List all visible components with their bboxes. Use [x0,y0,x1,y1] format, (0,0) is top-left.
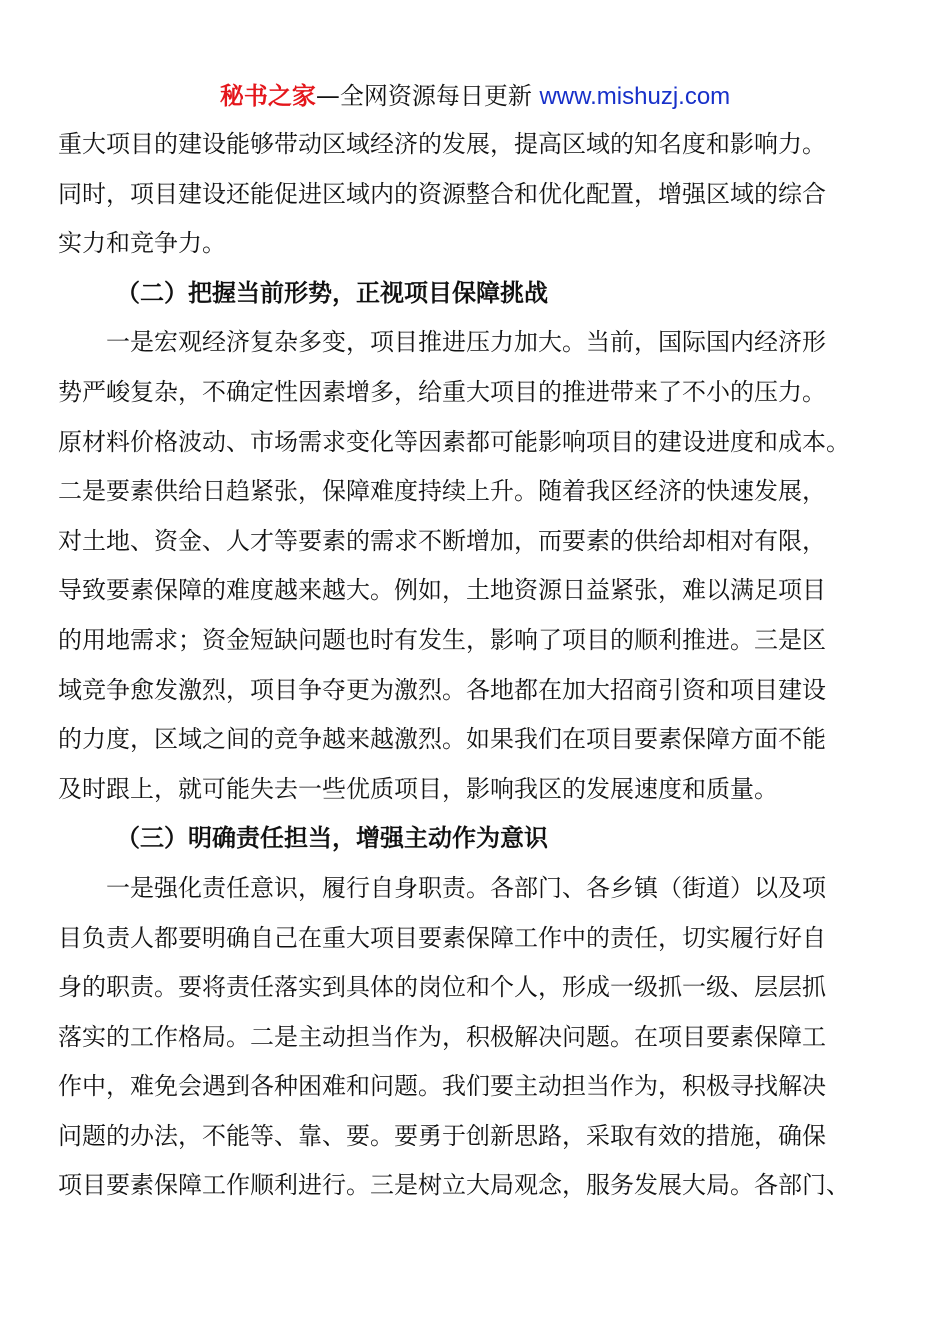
paragraph-line: 作中，难免会遇到各种困难和问题。我们要主动担当作为，积极寻找解决 [58,1072,826,1101]
paragraph-line: 项目要素保障工作顺利进行。三是树立大局观念，服务发展大局。各部门、 [58,1171,850,1200]
paragraph-line: 目负责人都要明确自己在重大项目要素保障工作中的责任，切实履行好自 [58,923,826,952]
paragraph-line: 同时，项目建设还能促进区域内的资源整合和优化配置，增强区域的综合 [58,179,826,208]
site-header [0,80,950,113]
paragraph-line: 及时跟上，就可能失去一些优质项目，影响我区的发展速度和质量。 [58,774,778,803]
paragraph-line: 对土地、资金、人才等要素的需求不断增加，而要素的供给却相对有限， [58,526,826,555]
section-heading: （二）把握当前形势，正视项目保障挑战 [116,278,548,307]
paragraph-line: 的用地需求；资金短缺问题也时有发生，影响了项目的顺利推进。三是区 [58,625,826,654]
paragraph-line: 重大项目的建设能够带动区域经济的发展，提高区域的知名度和影响力。 [58,130,826,158]
paragraph-line: 实力和竞争力。 [58,229,226,258]
paragraph-line: 一是宏观经济复杂多变，项目推进压力加大。当前，国际国内经济形 [106,328,826,357]
document-body [58,120,882,1211]
paragraph-line: 落实的工作格局。二是主动担当作为，积极解决问题。在项目要素保障工 [58,1022,826,1051]
paragraph-line: 一是强化责任意识，履行自身职责。各部门、各乡镇（街道）以及项 [106,873,826,902]
paragraph-line: 问题的办法，不能等、靠、要。要勇于创新思路，采取有效的措施，确保 [58,1121,826,1150]
paragraph-line: 原材料价格波动、市场需求变化等因素都可能影响项目的建设进度和成本。 [58,427,850,456]
section-heading: （三）明确责任担当，增强主动作为意识 [116,824,548,853]
site-tagline: —全网资源每日更新 [315,82,540,110]
paragraph-line: 的力度，区域之间的竞争越来越激烈。如果我们在项目要素保障方面不能 [58,725,826,754]
site-url-link[interactable]: www.mishuzj.com [539,83,731,110]
paragraph-line: 势严峻复杂，不确定性因素增多，给重大项目的推进带来了不小的压力。 [58,377,826,406]
paragraph-line: 二是要素供给日趋紧张，保障难度持续上升。随着我区经济的快速发展， [58,477,826,506]
site-brand: 秘书之家 [219,82,316,110]
paragraph-line: 导致要素保障的难度越来越大。例如，土地资源日益紧张，难以满足项目 [58,576,826,605]
paragraph-line: 身的职责。要将责任落实到具体的岗位和个人，形成一级抓一级、层层抓 [58,973,826,1002]
paragraph-line: 域竞争愈发激烈，项目争夺更为激烈。各地都在加大招商引资和项目建设 [58,675,826,704]
